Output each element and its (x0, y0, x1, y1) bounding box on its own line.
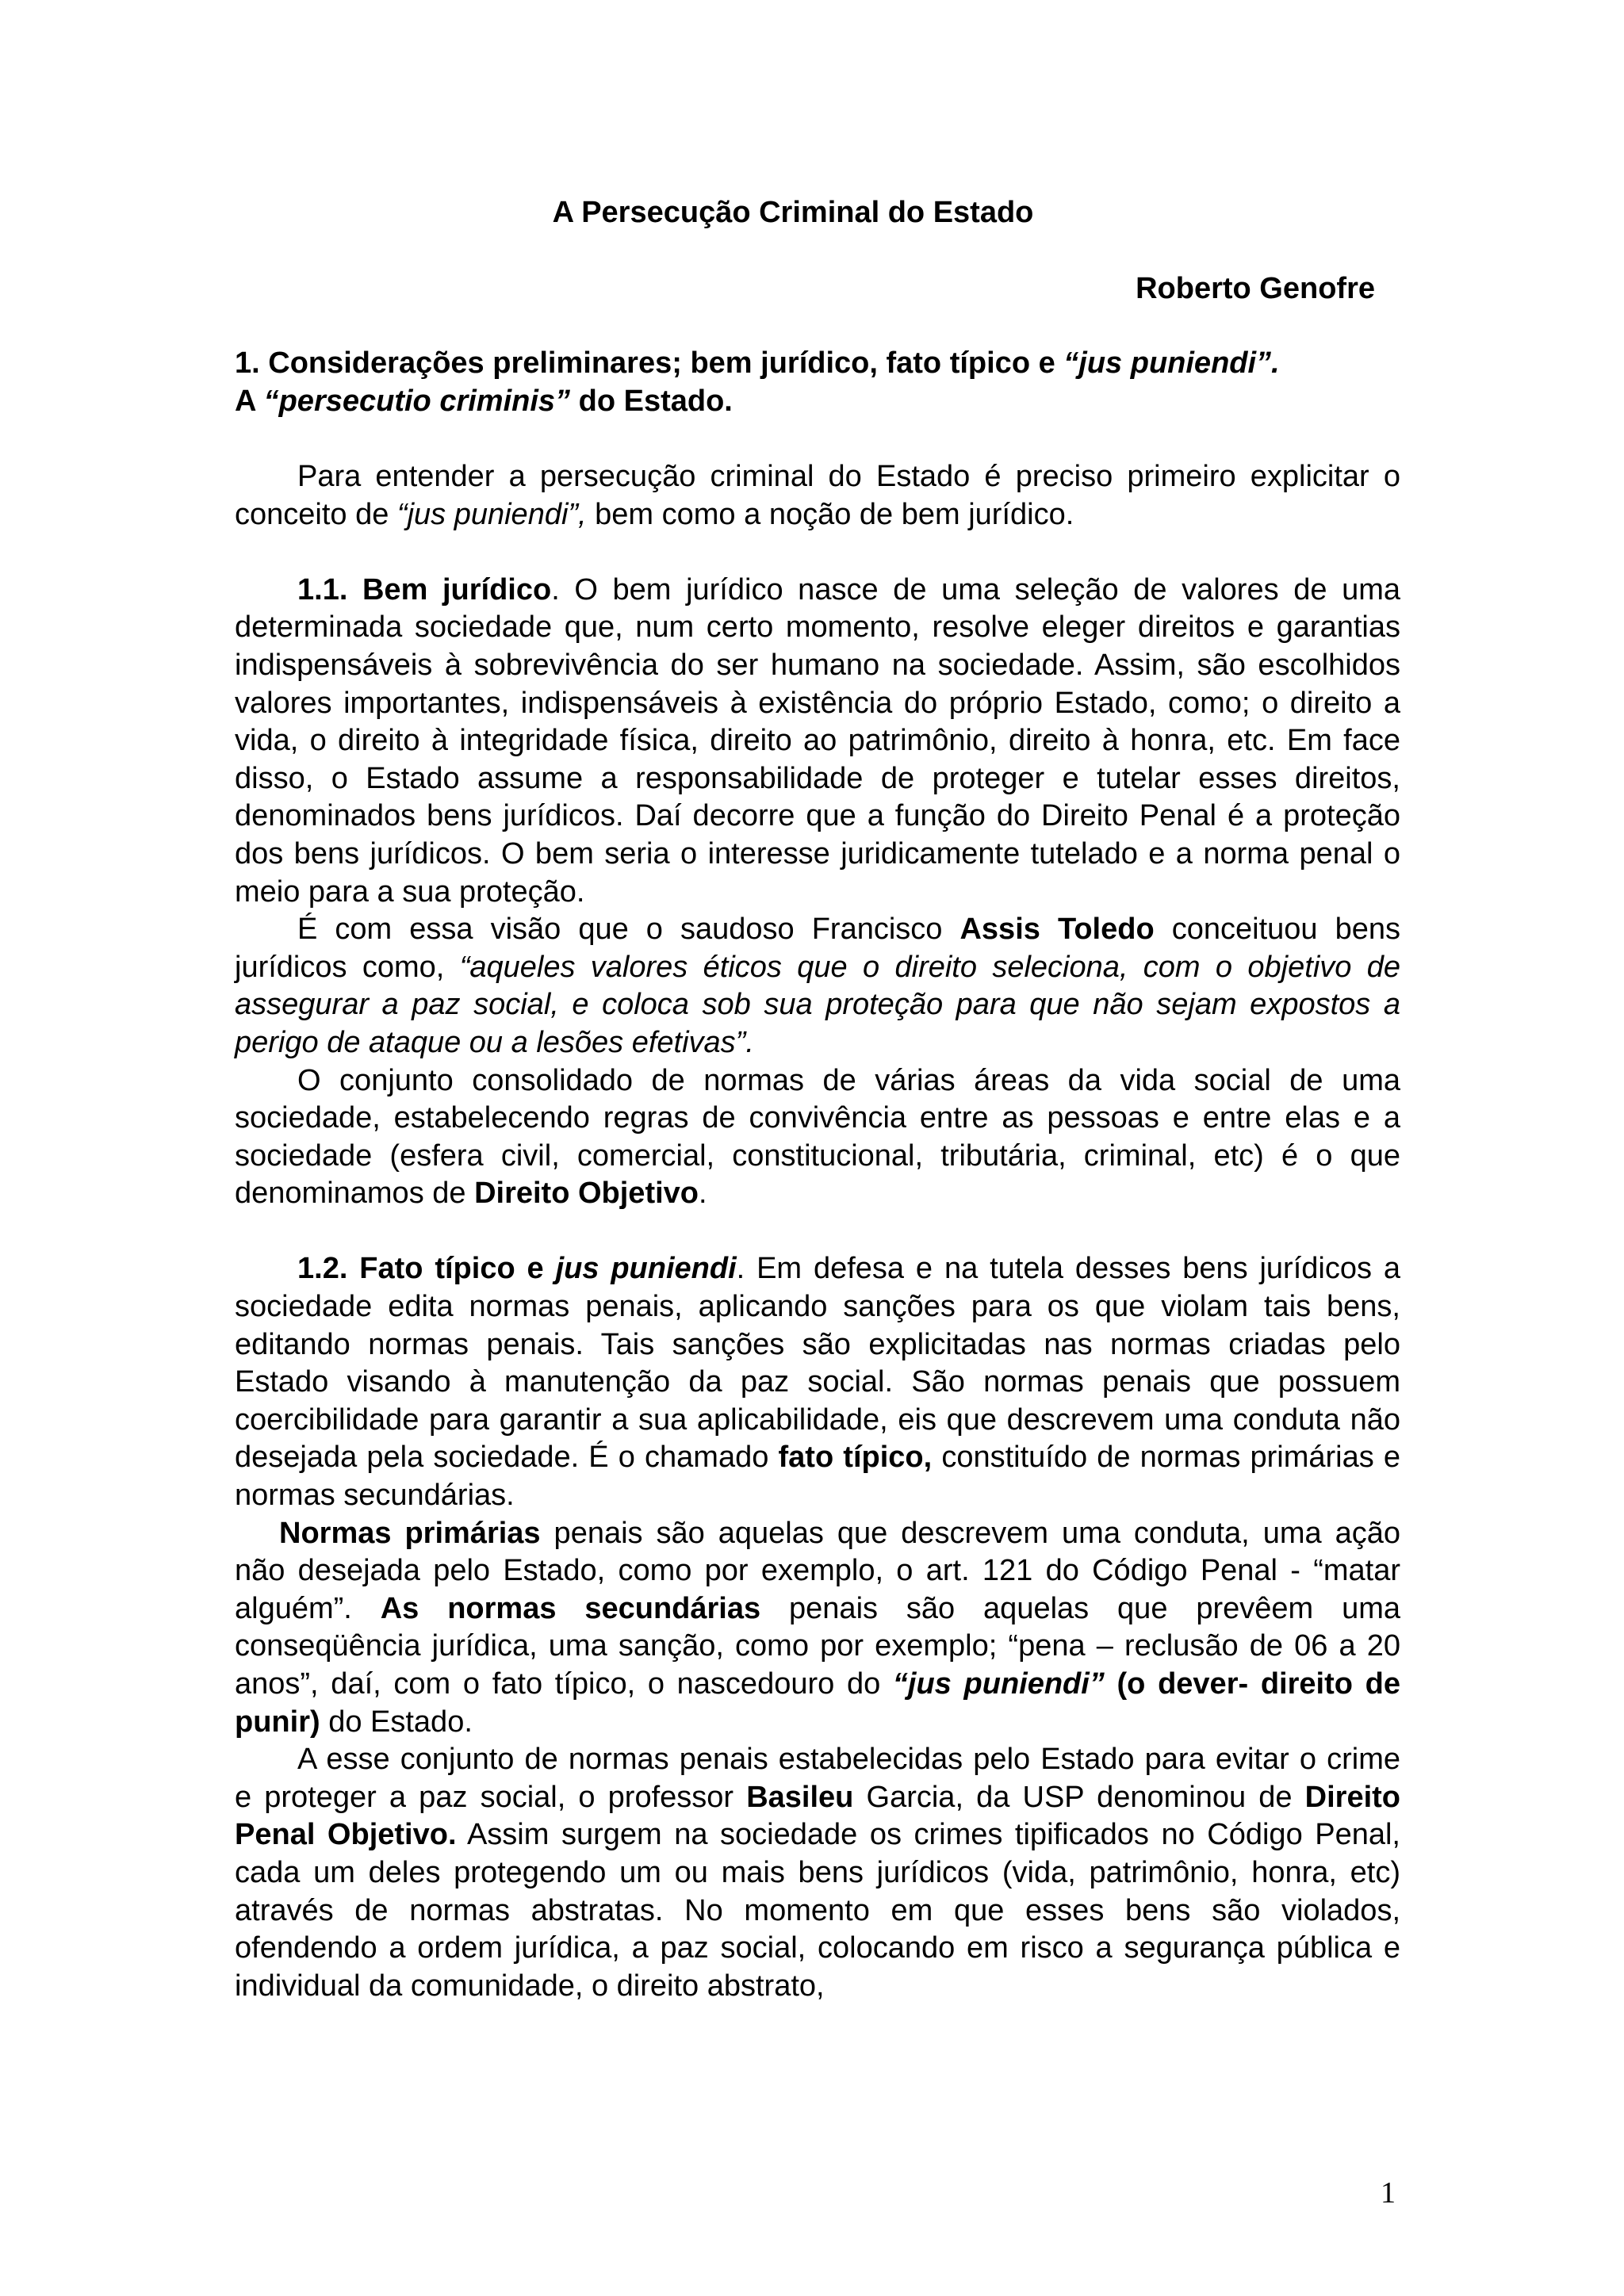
italic-quote: “aqueles valores éticos que o direito seleciona, com o objetivo de assegurar a paz social, e coloca sob sua proteção para que não sejam expostos a perigo de ataque ou a lesões efetivas”. (235, 950, 1401, 1059)
paragraph-text: A esse conjunto de normas penais estabelecidas pelo Estado para evitar o crime e proteger a paz social, o professor (235, 1743, 1400, 1814)
paragraph-text: conceituou bens jurídicos como, (235, 913, 1400, 984)
direito-penal-objetivo-paragraph (235, 1741, 1400, 2005)
paragraph-text: constituído de normas primárias e normas secundárias. (235, 1441, 1400, 1513)
bold-term: Direito Objetivo (474, 1177, 699, 1211)
label-text: 1.2. Fato típico e (297, 1252, 556, 1286)
italic-term: jus puniendi (555, 1252, 737, 1286)
section-1-heading (235, 344, 1400, 420)
page-number: 1 (1381, 2176, 1396, 2210)
section-1-1-label: 1.1. Bem jurídico (297, 572, 552, 607)
heading-italic-term: “persecutio criminis” (263, 385, 571, 418)
bold-term: fato típico, (778, 1441, 933, 1475)
document-title: A Persecução Criminal do Estado (552, 196, 1034, 229)
section-1-1-paragraph (235, 572, 1400, 911)
paragraph-text: penais são aquelas que descrevem uma conduta, uma ação não desejada pelo Estado, como por exemplo, o art. 121 do Código Penal - “matar alguém”. (235, 1516, 1400, 1625)
bold-term: Basileu (746, 1780, 854, 1814)
bold-term: Direito Penal Objetivo. (235, 1780, 1401, 1852)
normas-primarias-paragraph (235, 1515, 1400, 1742)
paragraph-text: . (699, 1177, 707, 1211)
italic-term: “jus puniendi”, (396, 497, 587, 531)
intro-paragraph (235, 458, 1400, 534)
heading-text: 1. Considerações preliminares; bem jurídico, fato típico e (235, 346, 1064, 380)
paragraph-text: É com essa visão que o saudoso Francisco (297, 913, 960, 947)
section-1-2-label (297, 1252, 737, 1285)
paragraph-text: do Estado. (320, 1705, 473, 1739)
bold-term: Normas primárias (279, 1516, 541, 1550)
paragraph-text: . Em defesa e na tutela desses bens jurídicos a sociedade edita normas penais, aplicando sanções para os que violam tais bens, editando normas penais. Tais sanções são explicitadas nas normas criadas pelo Estado visando à manutenção da paz social. São normas penais que possuem coercibilidade para garantir a sua aplicabilidade, eis que descrevem uma conduta não desejada pela sociedade. É o chamado (235, 1252, 1400, 1475)
paragraph-text: . O bem jurídico nasce de uma seleção de valores de uma determinada sociedade que, num certo momento, resolve eleger direitos e garantias indispensáveis à sobrevivência do ser humano na sociedade. Assim, são escolhidos valores importantes, indispensáveis à existência do próprio Estado, como; o direito a vida, o direito à integridade física, direito ao patrimônio, direito à honra, etc. Em face disso, o Estado assume a responsabilidade de proteger e tutelar esses direitos, denominados bens jurídicos. Daí decorre que a função do Direito Penal é a proteção dos bens jurídicos. O bem seria o interesse juridicamente tutelado e a norma penal o meio para a sua proteção. (235, 572, 1400, 909)
bold-term: As normas secundárias (380, 1591, 761, 1625)
paragraph-text: Assim surgem na sociedade os crimes tipificados no Código Penal, cada um deles protegendo um ou mais bens jurídicos (vida, patrimônio, honra, etc) através de normas abstratas. No momento em que esses bens são violados, ofendendo a ordem jurídica, a paz social, colocando em risco a segurança pública e individual da comunidade, o direito abstrato, (235, 1818, 1400, 2003)
section-1-2-paragraph (235, 1250, 1400, 1514)
paragraph-text: O conjunto consolidado de normas de várias áreas da vida social de uma sociedade, estabelecendo regras de convivência entre as pessoas e entre elas e a sociedade (esfera civil, comercial, constitucional, tributária, criminal, etc) é o que denominamos de (235, 1063, 1400, 1211)
paragraph-text: penais são aquelas que prevêem uma conseqüência jurídica, uma sanção, como por exemplo; “pena – reclusão de 06 a 20 anos”, daí, com o fato típico, o nascedouro do (235, 1591, 1400, 1701)
bold-term: Assis Toledo (959, 913, 1155, 947)
document-author: Roberto Genofre (1136, 272, 1375, 305)
paragraph-text: Garcia, da USP denominou de (853, 1780, 1305, 1814)
heading-italic-term: “jus puniendi”. (1063, 346, 1280, 380)
paragraph-text: Para entender a persecução criminal do Estado é preciso primeiro explicitar o conceito de (235, 460, 1400, 531)
heading-text: do Estado. (570, 385, 733, 418)
document-body (235, 458, 1400, 2005)
bold-text: (o dever- direito de punir) (235, 1667, 1400, 1739)
direito-objetivo-paragraph (235, 1062, 1400, 1213)
paragraph-text: bem como a noção de bem jurídico. (586, 497, 1074, 531)
heading-text: A (235, 385, 264, 418)
italic-term: “jus puniendi” (892, 1667, 1105, 1701)
assis-toledo-paragraph (235, 911, 1400, 1062)
